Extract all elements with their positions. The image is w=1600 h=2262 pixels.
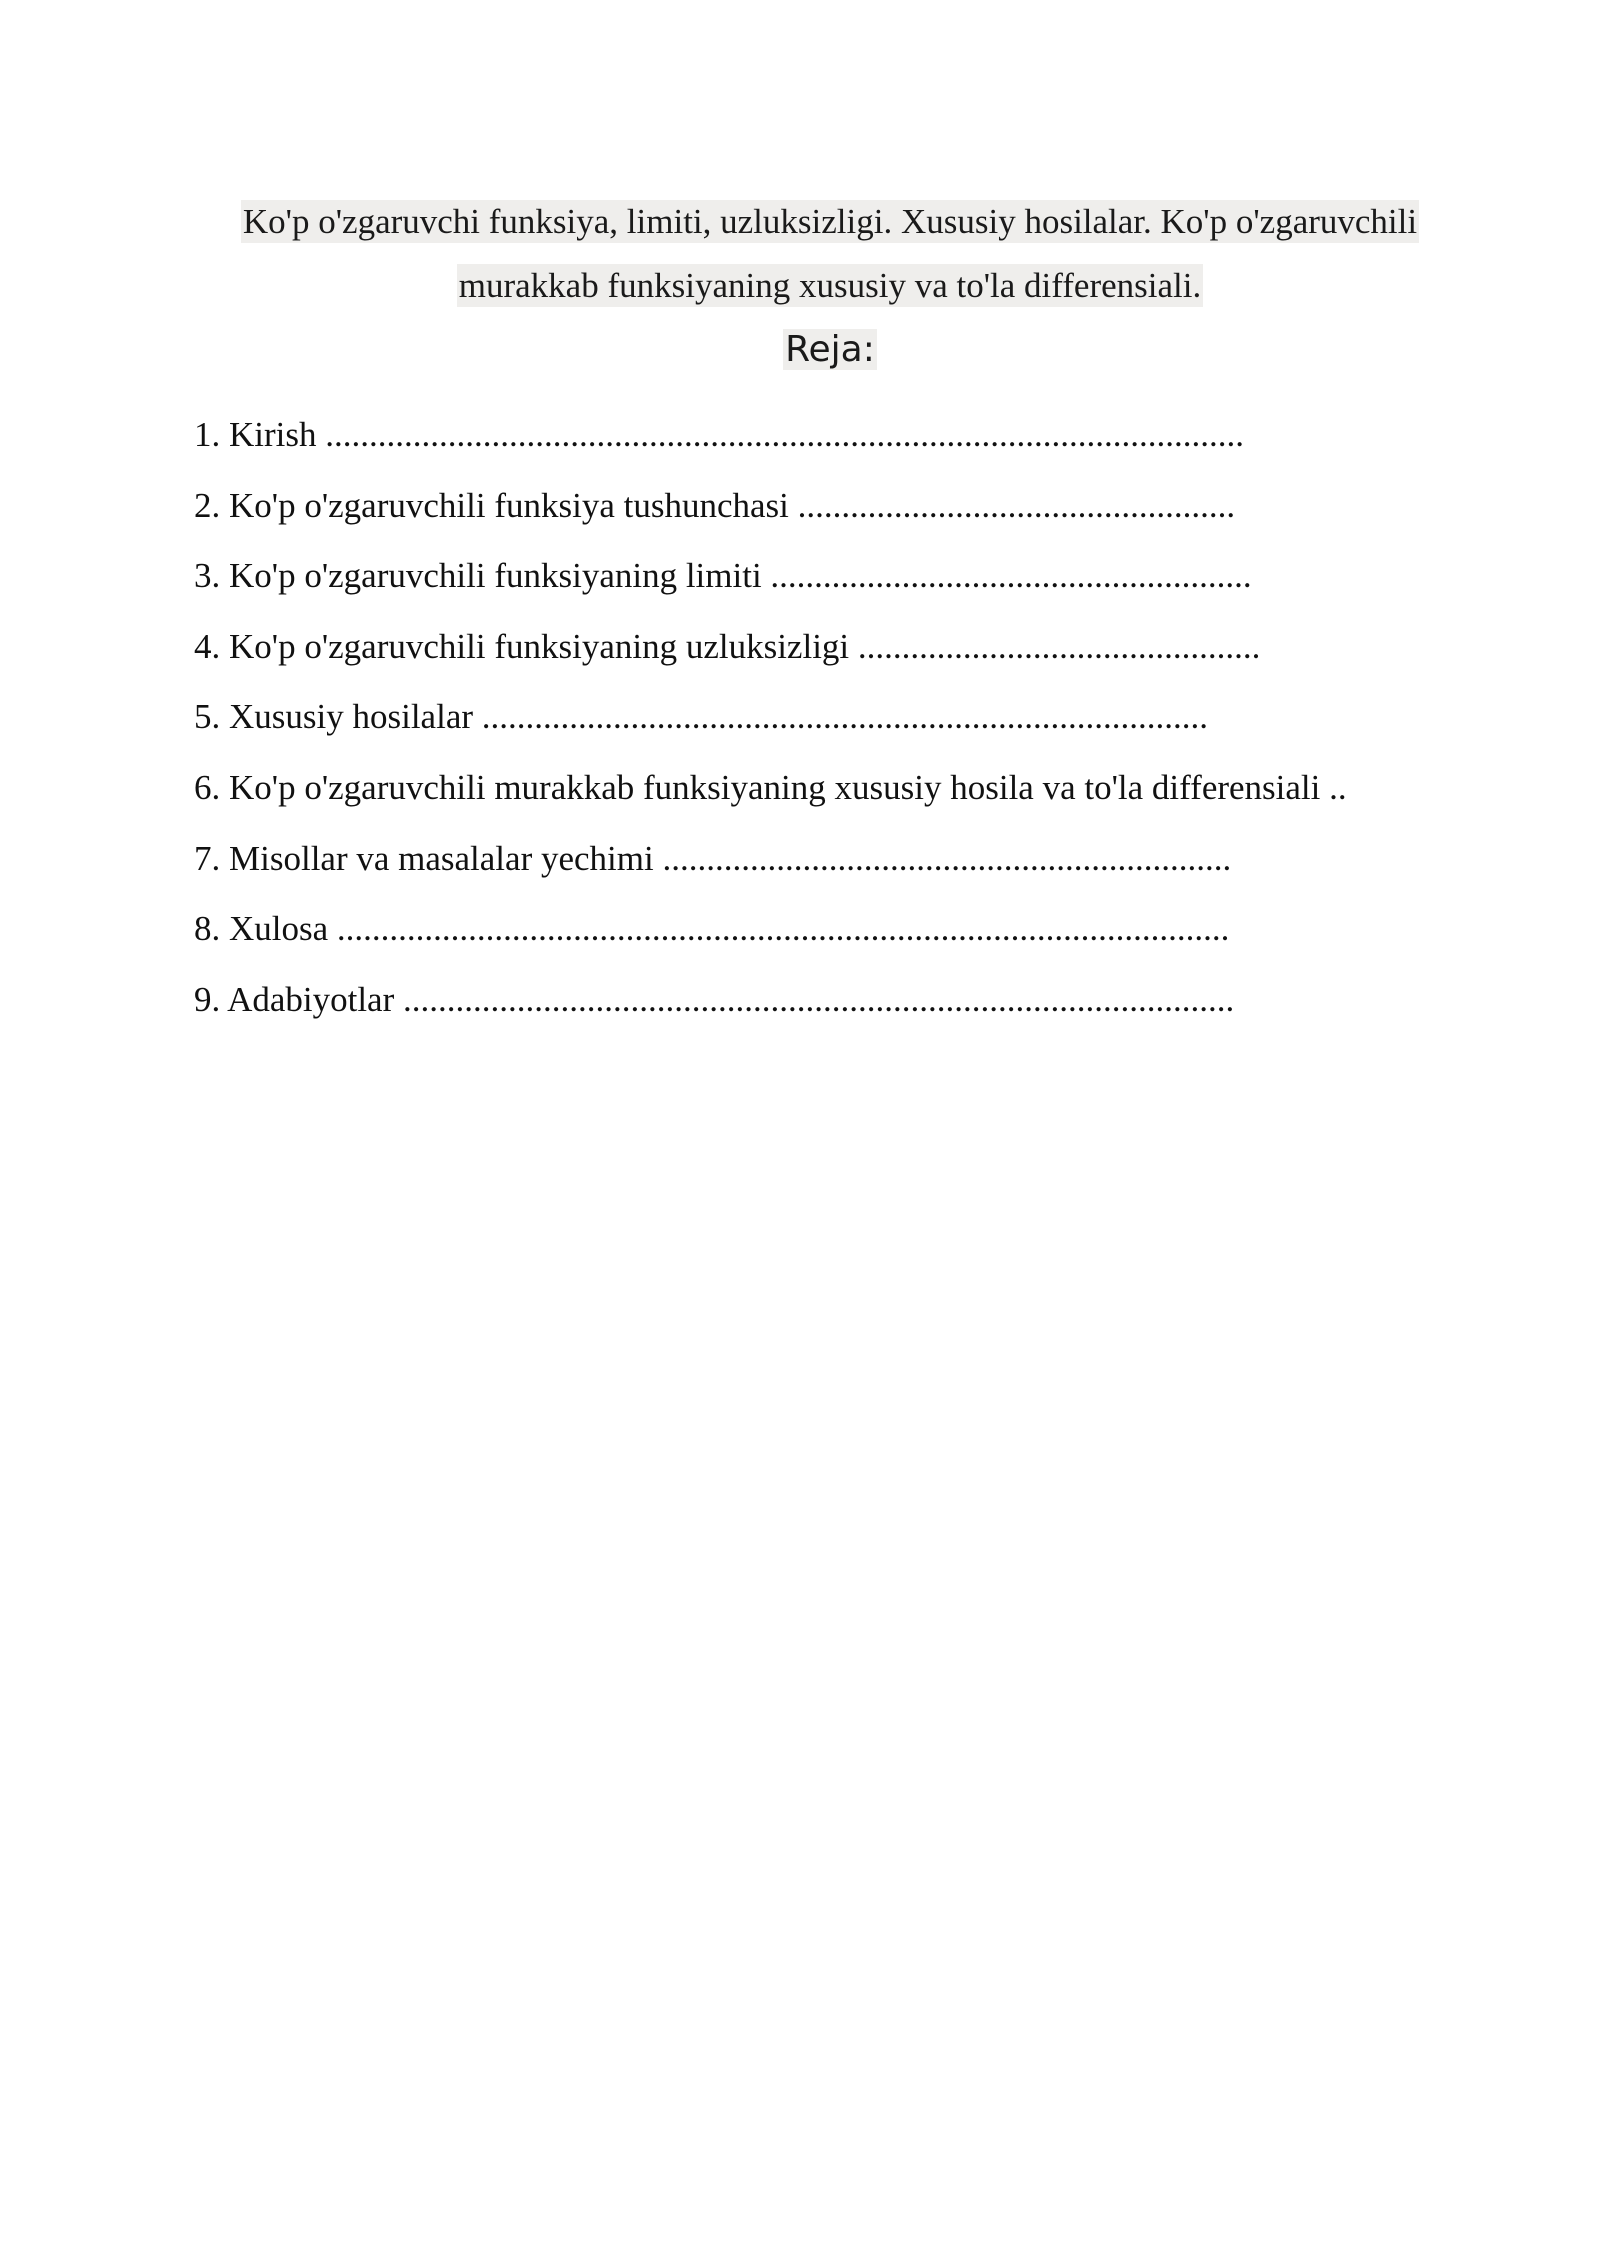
toc-item: 4. Ko'p o'zgaruvchili funksiyaning uzluksizligi .............................................. — [194, 626, 1261, 666]
toc-item: 8. Xulosa ...................................................................................................... — [194, 909, 1230, 949]
toc-item: 9. Adabiyotlar ............................................................................................... — [194, 979, 1235, 1019]
toc-item: 7. Misollar va masalalar yechimi ................................................................. — [194, 838, 1232, 878]
toc-item: 5. Xususiy hosilalar ................................................................................... — [194, 697, 1209, 737]
toc-item: 2. Ko'p o'zgaruvchili funksiya tushunchasi .................................................. — [194, 485, 1236, 525]
toc-item: 6. Ko'p o'zgaruvchili murakkab funksiyaning xususiy hosila va to'la differensiali .. — [194, 767, 1347, 807]
toc-item: 1. Kirish ......................................................................................................... — [194, 415, 1244, 454]
title-line-2: murakkab funksiyaning xususiy va to'la differensiali. — [458, 266, 1202, 305]
plan-heading-text: Reja: — [785, 329, 875, 370]
title-line-1: Ko'p o'zgaruvchi funksiya, limiti, uzluksizligi. Xususiy hosilalar. Ko'p o'zgaruvchili — [242, 202, 1418, 241]
table-of-contents — [194, 402, 1484, 1037]
toc-item: 3. Ko'p o'zgaruvchili funksiyaning limiti ....................................................... — [194, 556, 1252, 596]
document-title — [190, 190, 1470, 318]
plan-heading — [0, 322, 1600, 378]
